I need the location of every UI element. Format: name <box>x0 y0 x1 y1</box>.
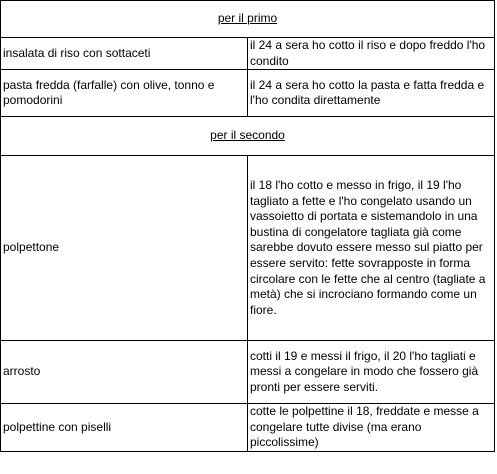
table-row <box>1 156 495 341</box>
preparation-note-cell: il 24 a sera ho cotto la pasta e fatta fredda e l'ho condita direttamente <box>248 70 495 117</box>
table-row <box>1 38 495 70</box>
dish-name-cell: arrosto <box>1 341 248 404</box>
table-row <box>1 341 495 404</box>
section-header-cell <box>1 1 495 38</box>
dish-name-cell: insalata di riso con sottaceti <box>1 38 248 70</box>
section-header-row <box>1 1 495 38</box>
preparation-note-cell: il 24 a sera ho cotto il riso e dopo freddo l'ho condito <box>248 38 495 70</box>
preparation-note-cell: cotti il 19 e messi il frigo, il 20 l'ho tagliati e messi a congelare in modo che fossero già pronti per essere serviti. <box>248 341 495 404</box>
section-heading-secondo: per il secondo <box>210 128 285 143</box>
preparation-note-cell: cotte le polpettine il 18, freddate e messe a congelare tutte divise (ma erano piccolissime) <box>248 404 495 452</box>
section-header-cell <box>1 117 495 156</box>
table-row <box>1 70 495 117</box>
section-header-row <box>1 117 495 156</box>
preparation-note-cell: il 18 l'ho cotto e messo in frigo, il 19 l'ho tagliato a fette e l'ho congelato usando un vassoietto di portata e sistemandolo in una bustina di congelatore tagliata già come sarebbe dovuto essere messo sul piatto per essere servito: fette sovrapposte in forma circolare con le fette che al centro (tagliate a metà) che si incrociano formando come un fiore. <box>248 156 495 341</box>
dish-name-cell: polpettine con piselli <box>1 404 248 452</box>
table-row <box>1 404 495 452</box>
section-heading-primo: per il primo <box>217 11 278 26</box>
dish-name-cell: polpettone <box>1 156 248 341</box>
dish-name-cell: pasta fredda (farfalle) con olive, tonno e pomodorini <box>1 70 248 117</box>
